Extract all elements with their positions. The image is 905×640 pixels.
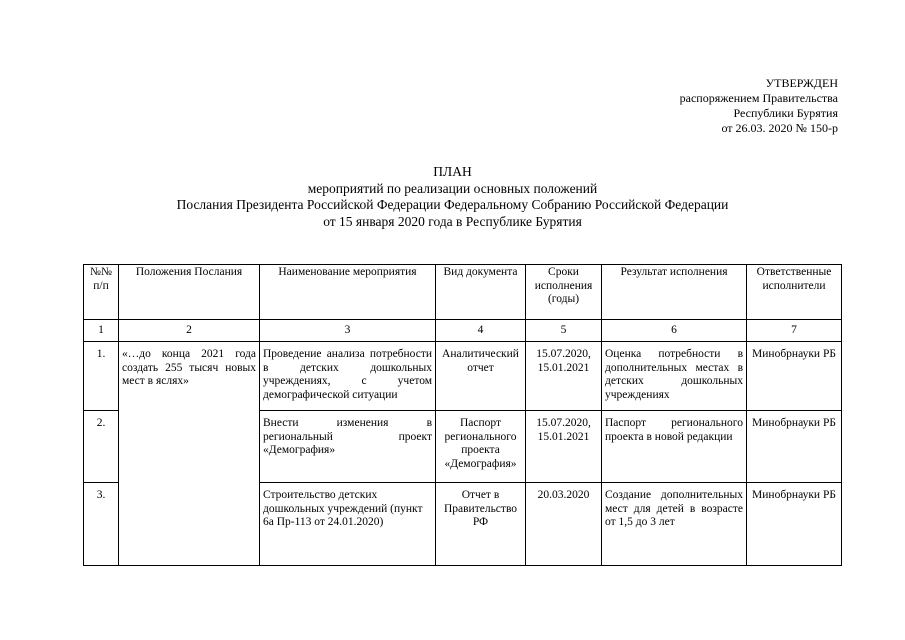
header-result: Результат исполнения (602, 265, 747, 320)
provision-cell: «…до конца 2021 года создать 255 тысяч новых мест в яслях» (119, 342, 260, 566)
plan-table (83, 264, 842, 566)
result-cell: Паспорт регионального проекта в новой редакции (602, 411, 747, 483)
deadline-cell: 20.03.2020 (526, 483, 602, 566)
row-num: 3. (84, 483, 119, 566)
result-cell: Создание дополнительных мест для детей в возрасте от 1,5 до 3 лет (602, 483, 747, 566)
doc-cell: Отчет в Правительство РФ (436, 483, 526, 566)
column-number: 6 (602, 320, 747, 342)
doc-cell: Аналитический отчет (436, 342, 526, 411)
header-provision: Положения Послания (119, 265, 260, 320)
approval-line-order: распоряжением Правительства (679, 91, 838, 105)
header-doc: Вид документа (436, 265, 526, 320)
column-number: 5 (526, 320, 602, 342)
plan-title-heading: ПЛАН (433, 164, 472, 179)
responsible-cell: Минобрнауки РБ (747, 342, 842, 411)
event-cell: Строительство детских дошкольных учреждений (пункт 6а Пр-113 от 24.01.2020) (260, 483, 436, 566)
approval-line-date: от 26.03. 2020 № 150-р (721, 121, 838, 135)
plan-title (0, 164, 905, 230)
column-number: 1 (84, 320, 119, 342)
table-row (84, 342, 842, 411)
plan-title-subtitle-3: от 15 января 2020 года в Республике Бурятия (323, 213, 582, 229)
table-header-row (84, 265, 842, 320)
header-num: №№ п/п (84, 265, 119, 320)
event-cell: Проведение анализа потребности в детских дошкольных учреждениях, с учетом демографической ситуации (260, 342, 436, 411)
row-num: 1. (84, 342, 119, 411)
responsible-cell: Минобрнауки РБ (747, 411, 842, 483)
column-number: 2 (119, 320, 260, 342)
approval-line-republic: Республики Бурятия (733, 106, 838, 120)
responsible-cell: Минобрнауки РБ (747, 483, 842, 566)
approval-stamp (680, 76, 838, 136)
header-responsible: Ответственные исполнители (747, 265, 842, 320)
plan-title-subtitle-2: Послания Президента Российской Федерации Федеральному Собранию Российской Федерации (176, 197, 729, 212)
plan-title-subtitle-1: мероприятий по реализации основных положений (307, 180, 598, 196)
header-deadline: Сроки исполнения (годы) (526, 265, 602, 320)
event-cell: Внести изменения в региональный проект «Демография» (260, 411, 436, 483)
header-event: Наименование мероприятия (260, 265, 436, 320)
column-number: 7 (747, 320, 842, 342)
row-num: 2. (84, 411, 119, 483)
doc-cell: Паспорт регионального проекта «Демография» (436, 411, 526, 483)
deadline-cell: 15.07.2020, 15.01.2021 (526, 411, 602, 483)
approval-line-approved: УТВЕРЖДЕН (765, 76, 838, 90)
column-number: 3 (260, 320, 436, 342)
column-number: 4 (436, 320, 526, 342)
column-numbers-row (84, 320, 842, 342)
deadline-cell: 15.07.2020, 15.01.2021 (526, 342, 602, 411)
result-cell: Оценка потребности в дополнительных местах в детских дошкольных учреждениях (602, 342, 747, 411)
